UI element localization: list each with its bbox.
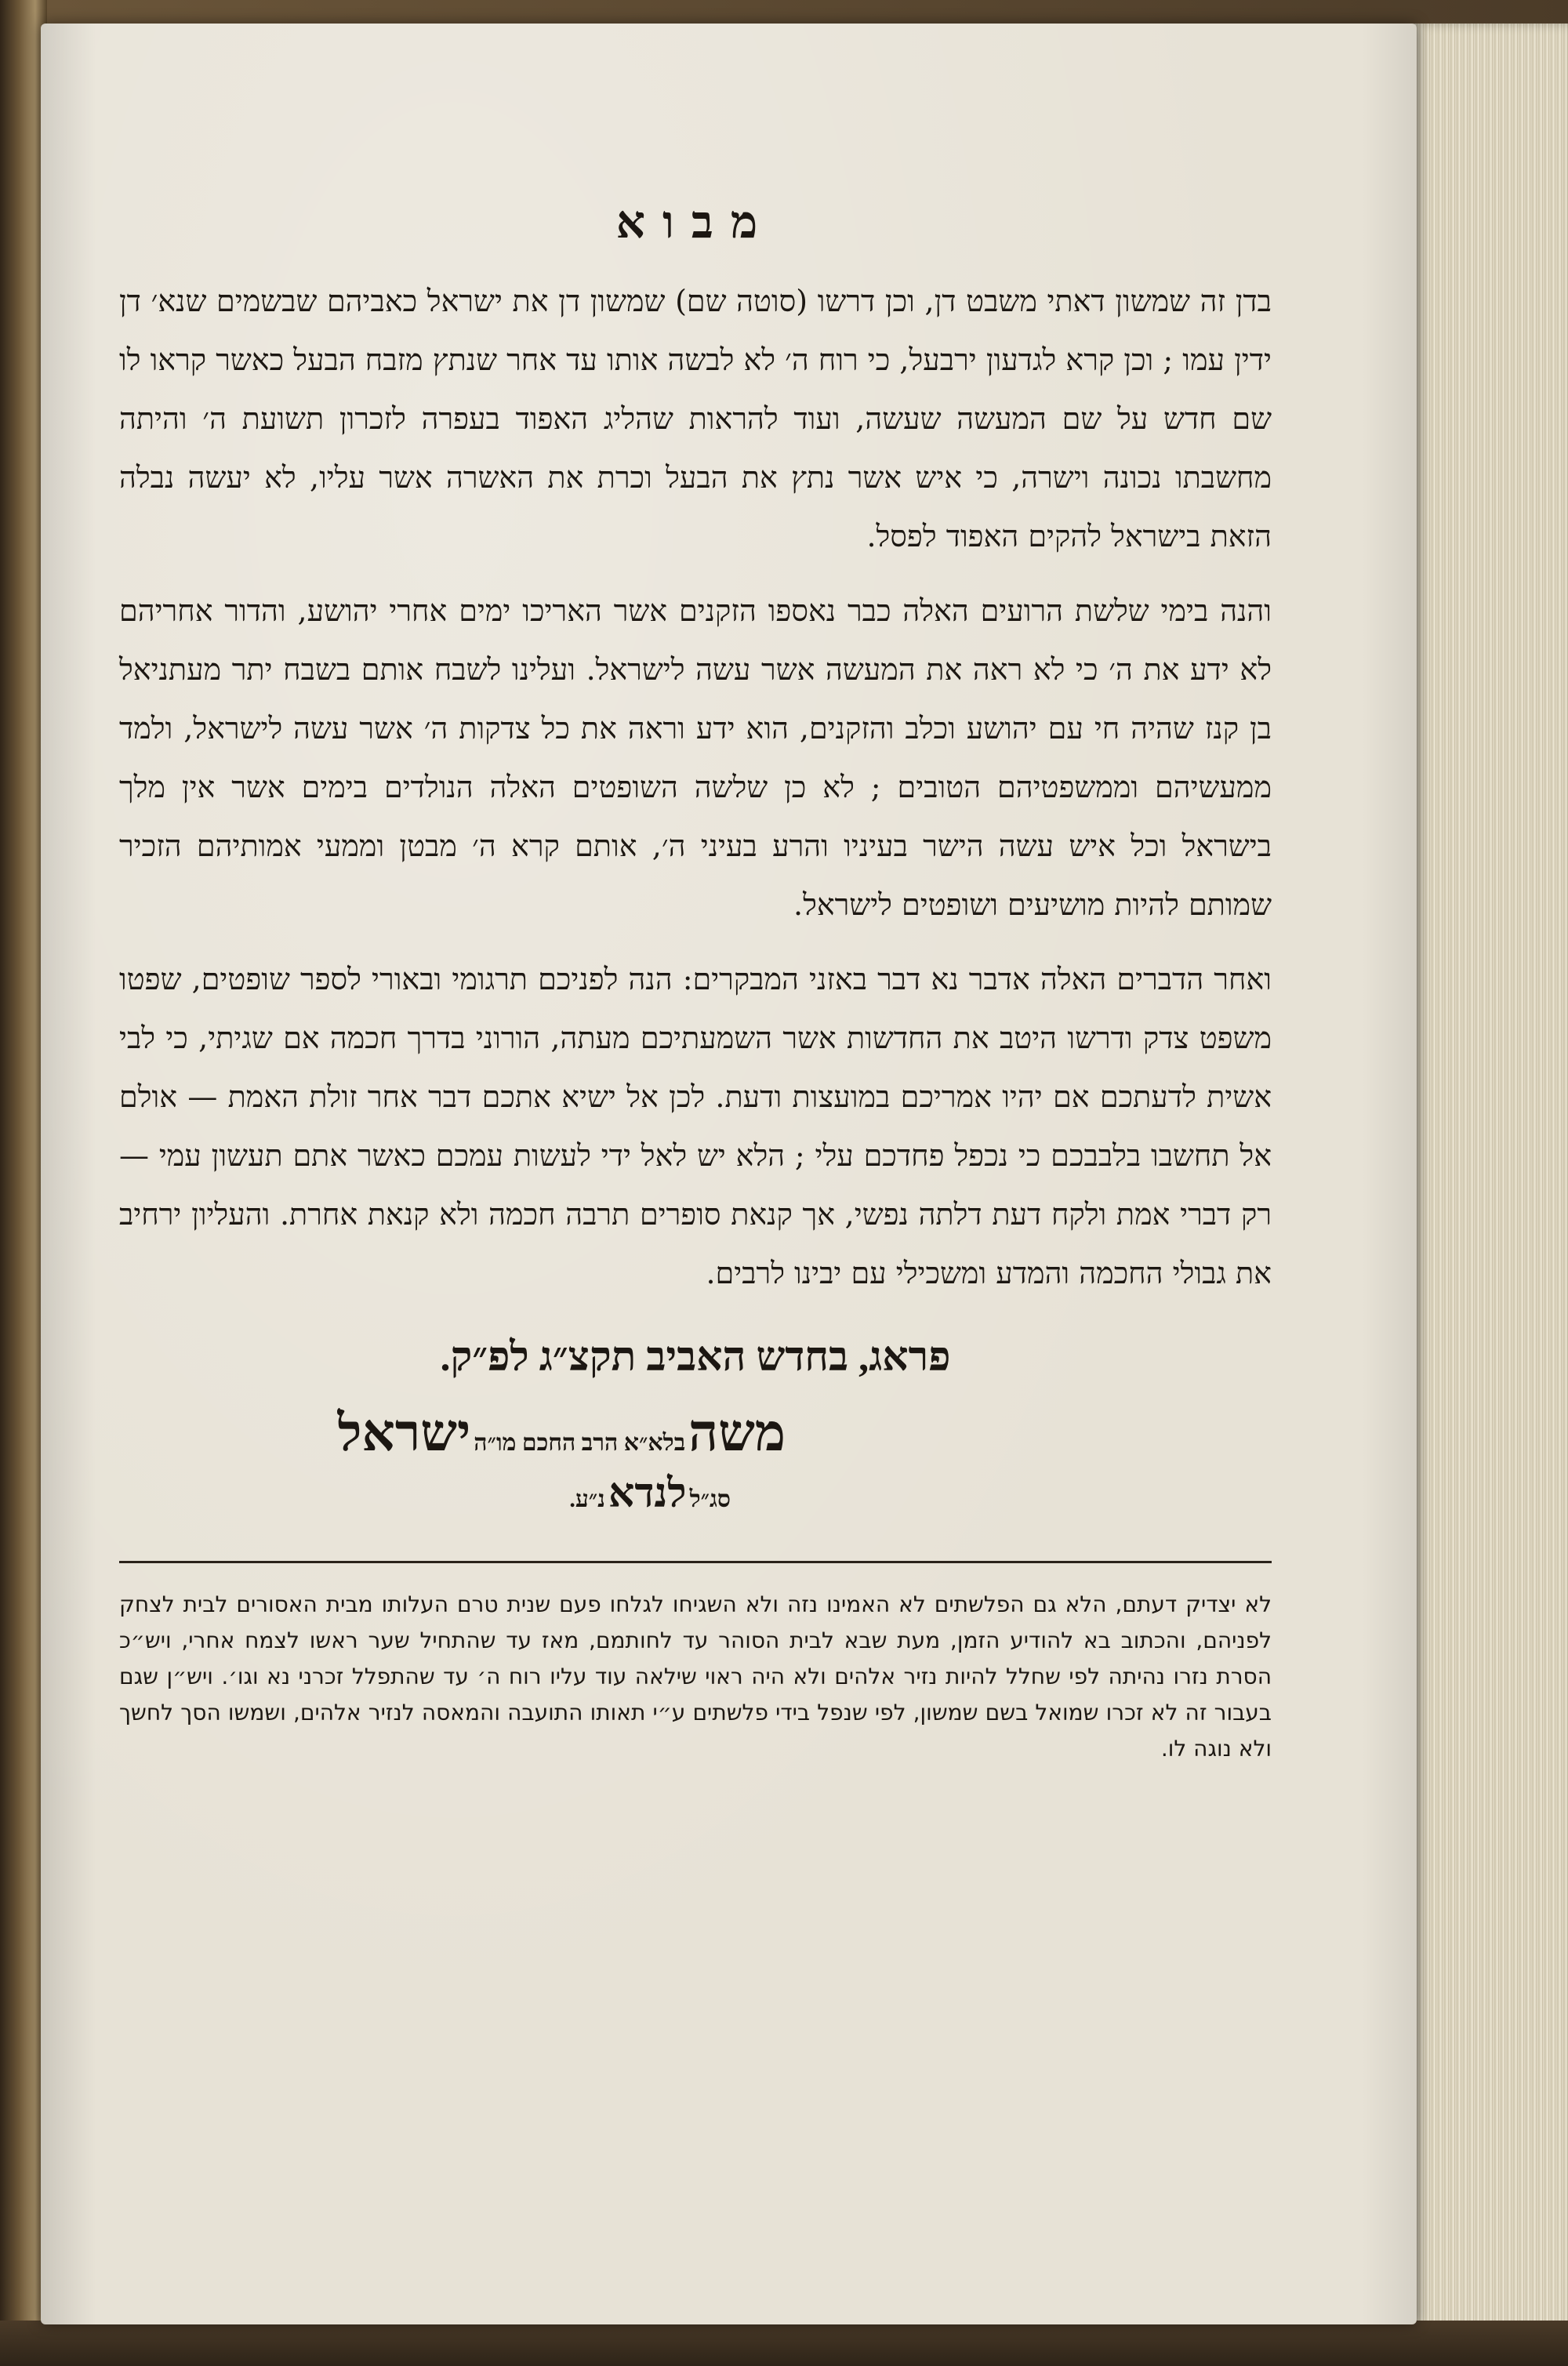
book-page xyxy=(41,24,1417,2324)
footnote-divider xyxy=(119,1561,1272,1563)
signature-last-name: ישראל xyxy=(337,1405,471,1462)
paragraph-3: ואחר הדברים האלה אדבר נא דבר באזני המבקרים: הנה לפניכם תרגומי ובאורי לספר שופטים, שפטו משפט צדק ודרשו היטב את החדשות אשר השמעתיכם מעתה, הורוני בדרך חכמה אם שגיתי, כי לבי אשית לדעתכם אם יהיו אמריכם במועצות ודעת. לכן אל ישיא אתכם דבר אחר זולת האמת — אולם אל תחשבו בלבבכם כי נכפל פחדכם עלי ; הלא יש לאל ידי לעשות עמכם כאשר אתם תעשון עמי — רק דברי אמת ולקח דעת דלתה נפשי, אך קנאת סופרים תרבה חכמה ולא קנאת אחרת. והעליון ירחיב את גבולי החכמה והמדע ומשכילי עם יבינו לרבים. xyxy=(119,962,1272,1290)
signature-line-2 xyxy=(569,1471,786,1517)
book-binding xyxy=(0,0,47,2366)
page-content xyxy=(119,180,1272,1789)
date-line: פראג, בחדש האביב תקצ״ג לפ״ק. xyxy=(440,1335,951,1380)
signature-honorific: בלא״א הרב החכם מו״ה xyxy=(474,1430,686,1456)
footnote: לא יצדיק דעתם, הלא גם הפלשתים לא האמינו נזה ולא השגיחו לגלחו פעם שנית טרם העלותו מבית האסורים לבית לצחק לפניהם, והכתוב בא להודיע הזמן, מעת שבא לבית הסוהר עד לחותמם, מאז עד שהתחיל שער ראשו לצמח אחרי, ויש״כ הסרת נזרו נהיתה לפי שחלל להיות נזיר אלהים ולא היה ראוי שילאה עוד עליו רוח ה׳ עד שהתפלל זכרני נא וגו׳. ויש״ן שגם בעבור זה לא זכרו שמואל בשם שמשון, לפי שנפל בידי פלשתים ע״י תאותו התועבה והמאסה לנזיר אלהים, ושמשו הסך לחשך ולא נוגה לו. xyxy=(119,1591,1272,1762)
signature-suffix: נ״ע. xyxy=(569,1486,605,1512)
signature-surname: לנדא xyxy=(608,1471,687,1516)
signature-block xyxy=(119,1404,1272,1537)
paragraph-1: בדן זה שמשון דאתי משבט דן, וכן דרשו (סוטה שם) שמשון דן את ישראל כאביהם שבשמים שנא׳ דן ידין עמו ; וכן קרא לגדעון ירבעל, כי רוח ה׳ לא לבשה אותו עד אחר שנתץ מזבח הבעל כאשר קראו לו שם חדש על שם המעשה שעשה, ועוד להראות שהליג האפוד בעפרה לזכרון תשועת ה׳ והיתה מחשבתו נכונה וישרה, כי איש אשר נתץ את הבעל וכרת את האשרה אשר עליו, לא יעשה נבלה הזאת בישראל להקים האפוד לפסל. xyxy=(119,284,1272,553)
paragraph-2: והנה בימי שלשת הרועים האלה כבר נאספו הזקנים אשר האריכו ימים אחרי יהושע, והדור אחריהם לא ידע את ה׳ כי לא ראה את המעשה אשר עשה לישראל. ועלינו לשבח אותם בשבח יתר מעתניאל בן קנז שהיה חי עם יהושע וכלב והזקנים, הוא ידע וראה את כל צדקות ה׳ אשר עשה לישראל, ולמד ממעשיהם וממשפטיהם הטובים ; לא כן שלשה השופטים האלה הנולדים בימים אשר אין מלך בישראל וכל איש עשה הישר בעיניו והרע בעיני ה׳, אותם קרא ה׳ מבטן וממעי אמותיהם הזכיר שמותם להיות מושיעים ושופטים לישראל. xyxy=(119,593,1272,922)
page-edges xyxy=(1411,24,1568,2344)
signature-first-name: משה xyxy=(688,1405,786,1462)
bottom-edge xyxy=(0,2321,1568,2366)
signature-line-1 xyxy=(338,1404,786,1464)
page-heading: מבוא xyxy=(615,197,775,248)
signature-prefix: סג״ל xyxy=(689,1486,731,1512)
